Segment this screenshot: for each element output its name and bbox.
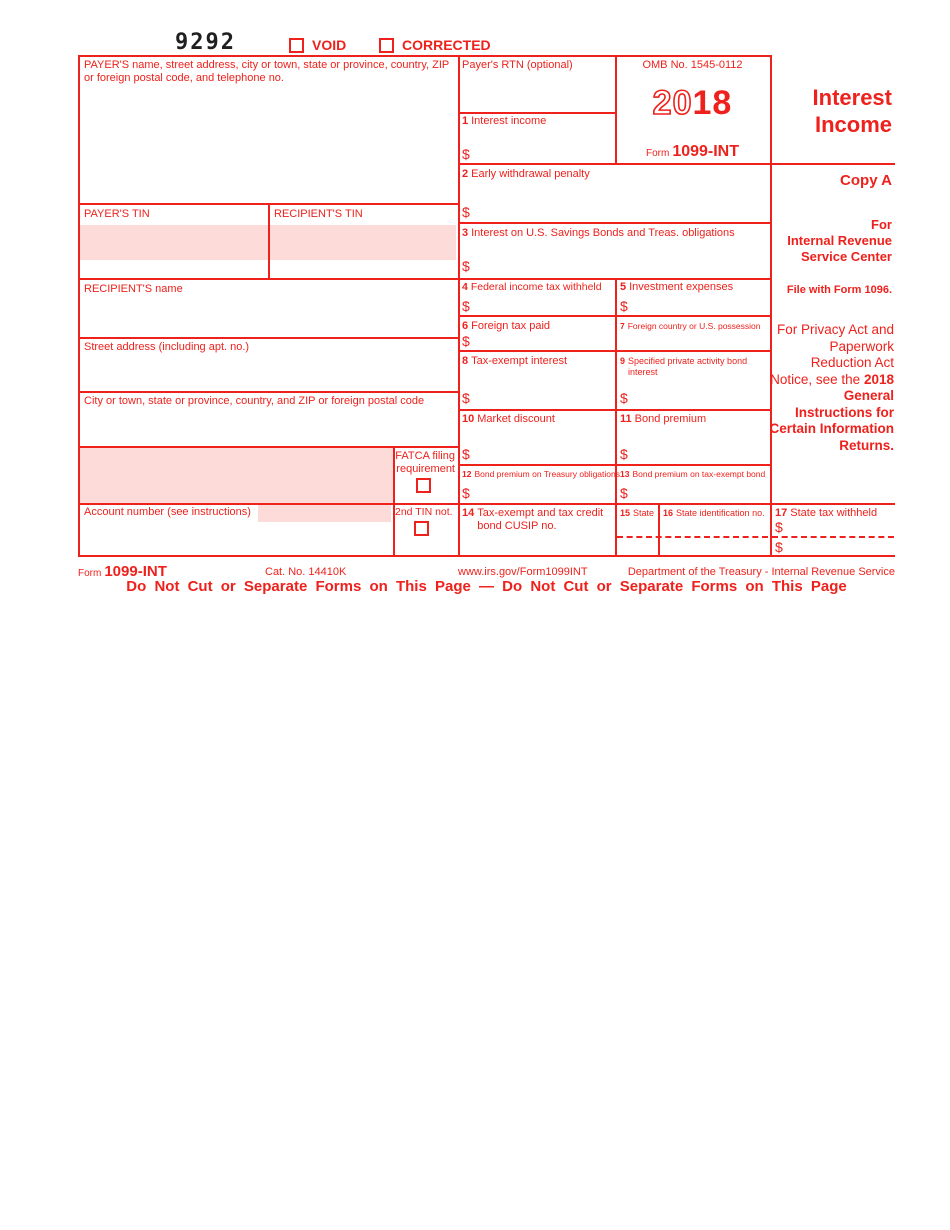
box-16-label: 16 State identification no. (663, 508, 765, 518)
shaded-area (80, 448, 393, 503)
grid-line (658, 503, 660, 557)
dollar-sign: $ (462, 298, 470, 314)
dollar-sign: $ (462, 333, 470, 349)
grid-line (615, 278, 617, 557)
box-5-label: 5 Investment expenses (620, 281, 734, 293)
grid-line (78, 503, 895, 505)
dollar-sign: $ (775, 519, 783, 535)
account-number-label: Account number (see instructions) (84, 506, 251, 518)
grid-line (458, 55, 460, 557)
grid-line (268, 205, 270, 280)
tax-year: 2018 (652, 84, 733, 122)
box-8-label: 8 Tax-exempt interest (462, 355, 568, 367)
catalog-number: Cat. No. 14410K (265, 566, 347, 578)
form-title: Interest Income (812, 85, 892, 137)
dollar-sign: $ (775, 539, 783, 555)
dollar-sign: $ (620, 485, 628, 501)
dollar-sign: $ (462, 485, 470, 501)
box-1-label: 1 Interest income (462, 115, 547, 127)
irs-url: www.irs.gov/Form1099INT (458, 566, 588, 578)
second-tin-label: 2nd TIN not. (395, 506, 453, 518)
footer-form-number: Form 1099-INT (78, 563, 167, 580)
void-checkbox[interactable] (289, 38, 304, 53)
payer-rtn-label: Payer's RTN (optional) (462, 59, 573, 71)
payer-info-label: PAYER'S name, street address, city or town, state or province, country, ZIP or foreign postal code, and telephone no. (84, 59, 450, 84)
form-print-code: 9292 (175, 30, 236, 55)
corrected-label: CORRECTED (402, 37, 491, 53)
form-number-center: Form 1099-INT (645, 143, 740, 160)
dollar-sign: $ (462, 390, 470, 406)
recipient-tin-label: RECIPIENT'S TIN (274, 208, 363, 220)
dollar-sign: $ (462, 446, 470, 462)
dollar-sign: $ (462, 258, 470, 274)
grid-line (78, 337, 460, 339)
dollar-sign: $ (462, 146, 470, 162)
fatca-checkbox[interactable] (416, 478, 431, 493)
grid-line (78, 278, 772, 280)
file-with-label: File with Form 1096. (786, 284, 892, 296)
omb-number: OMB No. 1545-0112 (642, 59, 743, 71)
department-label: Department of the Treasury - Internal Revenue Service (627, 566, 895, 578)
box-7-label: 7 Foreign country or U.S. possession (620, 321, 761, 331)
grid-line (458, 163, 895, 165)
box-4-label: 4 Federal income tax withheld (462, 281, 602, 293)
dashed-divider (617, 536, 768, 538)
box-10-label: 10 Market discount (462, 413, 555, 425)
void-label: VOID (312, 37, 347, 53)
box-9-label: 9 Specified private activity bond interest (620, 356, 748, 377)
dashed-divider (772, 536, 894, 538)
dollar-sign: $ (620, 446, 628, 462)
street-address-label: Street address (including apt. no.) (84, 341, 250, 353)
grid-line (78, 55, 772, 57)
box-13-label: 13 Bond premium on tax-exempt bond (620, 469, 766, 479)
second-tin-checkbox[interactable] (414, 521, 429, 536)
box-3-label: 3 Interest on U.S. Savings Bonds and Treas. obligations (462, 227, 735, 239)
for-irs-label: For Internal Revenue Service Center (787, 217, 892, 264)
grid-line (78, 555, 895, 557)
payer-tin-label: PAYER'S TIN (84, 208, 150, 220)
dollar-sign: $ (462, 204, 470, 220)
grid-line (458, 112, 617, 114)
do-not-cut-notice: Do Not Cut or Separate Forms on This Page — Do Not Cut or Separate Forms on This Page (126, 578, 847, 595)
box-17-label: 17 State tax withheld (775, 507, 878, 519)
box-6-label: 6 Foreign tax paid (462, 320, 551, 332)
box-11-label: 11 Bond premium (620, 413, 707, 425)
box-12-label: 12 Bond premium on Treasury obligations (462, 469, 620, 479)
dollar-sign: $ (620, 390, 628, 406)
recipient-name-label: RECIPIENT'S name (84, 283, 183, 295)
grid-line (458, 222, 772, 224)
city-label: City or town, state or province, country, and ZIP or foreign postal code (84, 395, 425, 407)
box-15-label: 15 State (620, 508, 655, 518)
grid-line (78, 391, 460, 393)
grid-line (78, 55, 80, 557)
recipient-tin-field[interactable] (270, 225, 456, 260)
privacy-notice: For Privacy Act and Paperwork Reduction Act Notice, see the 2018 General Instructions for Certain Information Returns. (769, 322, 894, 453)
payer-tin-field[interactable] (80, 225, 268, 260)
dollar-sign: $ (620, 298, 628, 314)
corrected-checkbox[interactable] (379, 38, 394, 53)
box-2-label: 2 Early withdrawal penalty (462, 168, 590, 180)
copy-a-label: Copy A (840, 172, 892, 189)
grid-line (78, 446, 460, 448)
fatca-label: FATCA filing requirement (395, 450, 455, 475)
box-14-label: 14 Tax-exempt and tax credit bond CUSIP no. (462, 507, 604, 532)
account-number-field[interactable] (258, 505, 391, 522)
